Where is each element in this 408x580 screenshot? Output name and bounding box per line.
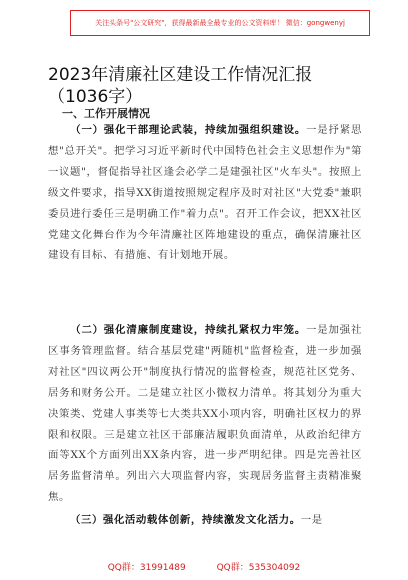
- paragraph-body: 一是: [300, 514, 323, 526]
- qq-group-2: QQ群：535304092: [216, 563, 301, 573]
- document-title: 2023年清廉社区建设工作情况汇报（1036字）: [48, 65, 313, 107]
- qq-group-1: QQ群：31991489: [107, 563, 186, 573]
- section-heading: 一、工作开展情况: [62, 107, 150, 120]
- paragraph-body: 一是抒紧思想"总开关"。把学习习近平新时代中国特色社会主义思想作为"第一议题"，督促指导社区逢会必学二是建强社区"火车头"。按照上级文件要求，指导XX街道按照规定程序及时对社区"大党委"兼职委员进行委任三是明确工作"着力点"。召开工作会议，把XX社区党建文化舞台作为今年清廉社区阵地建设的重点，确保清廉社区建设有目标、有措施、有计划地开展。: [48, 124, 362, 262]
- promo-banner: 关注头条号"公文研究"，获得最新最全最专业的公文资料库！ 微信：gongwenyj: [70, 10, 370, 36]
- paragraph-institution: [48, 320, 362, 506]
- footer-contacts: [0, 560, 408, 573]
- paragraph-lead: （三）强化活动载体创新，持续激发文化活力。: [69, 514, 301, 526]
- paragraph-lead: （一）强化干部理论武装，持续加强组织建设。: [69, 124, 307, 136]
- paragraph-body: 一是加强社区事务管理监督。结合基层党建"两随机"监督检查，进一步加强对社区"四议两公开"制度执行情况的监督检查，规范社区党务、居务和财务公开。二是建立社区小微权力清单。将其划分为重大决策类、党建人事类等七大类共XX小项内容，明确社区权力的界限和权限。三是建立社区干部廉洁履职负面清单，从政治纪律方面等XX个方面列出XX条内容，进一步严明纪律。四是完善社区居务监督清单。列出六大项监督内容，实现居务监督主责精准聚焦。: [48, 324, 362, 504]
- paragraph-lead: （二）强化清廉制度建设，持续扎紧权力牢笼。: [69, 324, 307, 336]
- paragraph-culture: [48, 510, 362, 532]
- paragraph-organization: [48, 120, 362, 320]
